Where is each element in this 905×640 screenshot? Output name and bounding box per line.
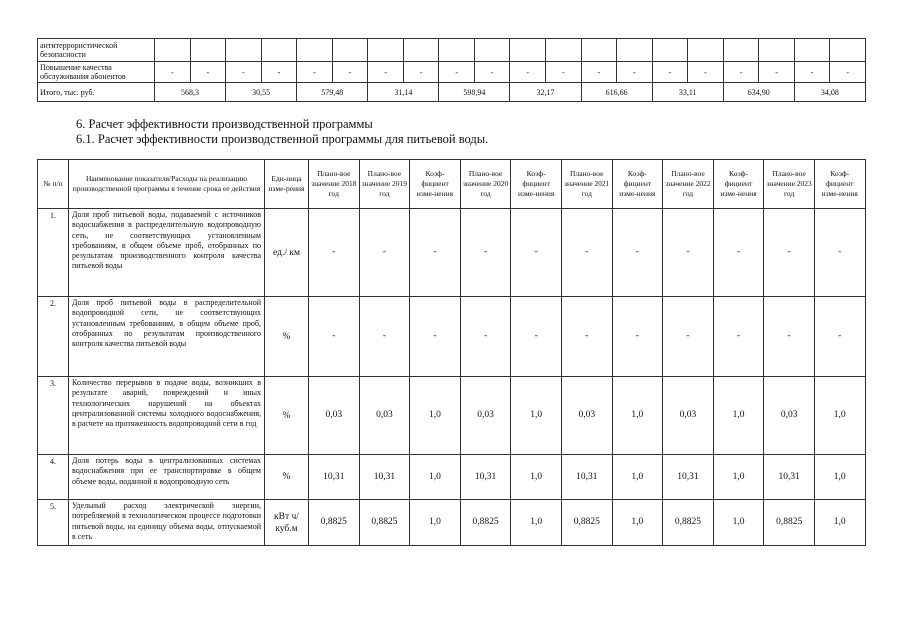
table-cell: 579,48 xyxy=(297,83,368,102)
table-cell: - xyxy=(617,62,653,83)
value-cell: - xyxy=(359,209,410,297)
value-cell: 1,0 xyxy=(612,500,663,546)
value-cell: - xyxy=(460,209,511,297)
table-cell: 32,17 xyxy=(510,83,581,102)
value-cell: 0,03 xyxy=(309,377,360,455)
table-cell: 598,94 xyxy=(439,83,510,102)
table-cell: 34,08 xyxy=(794,83,865,102)
table-cell: - xyxy=(226,62,262,83)
row-number: 3. xyxy=(38,377,69,455)
table-cell: - xyxy=(759,62,795,83)
column-header: Коэф-фициент изме-нения xyxy=(511,160,562,209)
table-cell: - xyxy=(510,62,546,83)
value-cell: 0,03 xyxy=(460,377,511,455)
table-cell: 30,55 xyxy=(226,83,297,102)
value-cell: 1,0 xyxy=(511,500,562,546)
table-cell xyxy=(155,39,191,62)
value-cell: 1,0 xyxy=(713,377,764,455)
value-cell: 0,03 xyxy=(764,377,815,455)
table-cell xyxy=(190,39,226,62)
table-cell xyxy=(439,39,475,62)
column-header: Коэф-фициент изме-нения xyxy=(814,160,865,209)
value-cell: 1,0 xyxy=(814,377,865,455)
value-cell: - xyxy=(663,297,714,377)
value-cell: 0,8825 xyxy=(561,500,612,546)
table-cell: - xyxy=(474,62,510,83)
table-row xyxy=(38,377,866,455)
value-cell: 1,0 xyxy=(511,377,562,455)
column-header: Плано-вое значение 2023 год xyxy=(764,160,815,209)
column-header: Наименование показателя/Расходы на реализацию производственной программы в течение срока ее действия xyxy=(69,160,265,209)
unit-cell: ед./ км xyxy=(265,209,309,297)
table-row xyxy=(38,39,866,62)
value-cell: 0,03 xyxy=(359,377,410,455)
table-cell: 33,11 xyxy=(652,83,723,102)
unit-cell: % xyxy=(265,297,309,377)
table-cell: - xyxy=(368,62,404,83)
unit-cell: кВт ч/куб.м xyxy=(265,500,309,546)
table-cell: - xyxy=(546,62,582,83)
table-cell xyxy=(794,39,830,62)
column-header: Еди-ница изме-рения xyxy=(265,160,309,209)
value-cell: 1,0 xyxy=(410,500,461,546)
value-cell: 0,03 xyxy=(561,377,612,455)
table-cell: - xyxy=(403,62,439,83)
row-label: антитеррористической безопасности xyxy=(38,39,155,62)
table-cell xyxy=(759,39,795,62)
unit-cell: % xyxy=(265,455,309,500)
table-cell xyxy=(226,39,262,62)
value-cell: 10,31 xyxy=(663,455,714,500)
table-cell xyxy=(474,39,510,62)
table-cell: - xyxy=(297,62,333,83)
value-cell: - xyxy=(410,297,461,377)
value-cell: 1,0 xyxy=(713,500,764,546)
value-cell: - xyxy=(764,209,815,297)
value-cell: - xyxy=(309,297,360,377)
table-cell: - xyxy=(830,62,866,83)
row-number: 2. xyxy=(38,297,69,377)
table-cell xyxy=(368,39,404,62)
table-row-total xyxy=(38,83,866,102)
indicator-name: Количество перерывов в подаче воды, возникших в результате аварий, повреждений и иных технологических нарушений на объектах централизованной системы холодного водоснабжения, в расчете на протяженность водопроводной сети в год xyxy=(69,377,265,455)
indicator-name: Доля проб питьевой воды, подаваемой с источников водоснабжения в распределительную водопроводную сеть, не соответствующих установленным требованиям, в общем объеме проб, отобранных по результатам производственного контроля качества питьевой воды xyxy=(69,209,265,297)
value-cell: 1,0 xyxy=(814,500,865,546)
table-cell: - xyxy=(439,62,475,83)
value-cell: 1,0 xyxy=(410,455,461,500)
value-cell: 10,31 xyxy=(359,455,410,500)
table-cell: - xyxy=(688,62,724,83)
value-cell: 0,03 xyxy=(663,377,714,455)
value-cell: - xyxy=(663,209,714,297)
row-number: 4. xyxy=(38,455,69,500)
value-cell: - xyxy=(713,209,764,297)
table-cell: 616,66 xyxy=(581,83,652,102)
table-cell xyxy=(723,39,759,62)
table-row xyxy=(38,500,866,546)
table-cell xyxy=(546,39,582,62)
table-row xyxy=(38,455,866,500)
value-cell: - xyxy=(460,297,511,377)
value-cell: - xyxy=(612,209,663,297)
value-cell: - xyxy=(713,297,764,377)
table-cell: - xyxy=(261,62,297,83)
value-cell: - xyxy=(309,209,360,297)
value-cell: - xyxy=(410,209,461,297)
value-cell: - xyxy=(561,297,612,377)
table-cell xyxy=(261,39,297,62)
value-cell: - xyxy=(511,297,562,377)
table-cell xyxy=(403,39,439,62)
value-cell: - xyxy=(814,297,865,377)
table-cell: - xyxy=(581,62,617,83)
table-cell xyxy=(617,39,653,62)
value-cell: - xyxy=(561,209,612,297)
table-cell xyxy=(652,39,688,62)
table-cell: - xyxy=(652,62,688,83)
value-cell: 1,0 xyxy=(612,377,663,455)
value-cell: 1,0 xyxy=(511,455,562,500)
table-cell: - xyxy=(190,62,226,83)
column-header: Плано-вое значение 2022 год xyxy=(663,160,714,209)
table-header-row xyxy=(38,160,866,209)
table-row xyxy=(38,62,866,83)
value-cell: - xyxy=(764,297,815,377)
column-header: № п/п xyxy=(38,160,69,209)
table-cell: - xyxy=(155,62,191,83)
efficiency-table xyxy=(37,159,866,546)
subsection-heading: 6.1. Расчет эффективности производственной программы для питьевой воды. xyxy=(76,132,489,146)
column-header: Коэф-фициент изме-нения xyxy=(713,160,764,209)
table-cell: 31,14 xyxy=(368,83,439,102)
table-cell: 634,90 xyxy=(723,83,794,102)
value-cell: - xyxy=(612,297,663,377)
indicator-name: Удельный расход электрической энергии, потребляемой в технологическом процессе подготовки питьевой воды, на единицу объема воды, отпускаемой в сеть xyxy=(69,500,265,546)
table-cell: - xyxy=(723,62,759,83)
value-cell: 0,8825 xyxy=(764,500,815,546)
column-header: Плано-вое значение 2020 год xyxy=(460,160,511,209)
column-header: Коэф-фициент изме-нения xyxy=(410,160,461,209)
table-row xyxy=(38,297,866,377)
value-cell: 10,31 xyxy=(460,455,511,500)
table-cell: 568,3 xyxy=(155,83,226,102)
value-cell: 0,8825 xyxy=(663,500,714,546)
table-cell xyxy=(830,39,866,62)
column-header: Плано-вое значение 2018 год xyxy=(309,160,360,209)
table-cell xyxy=(581,39,617,62)
column-header: Плано-вое значение 2021 год xyxy=(561,160,612,209)
value-cell: - xyxy=(511,209,562,297)
value-cell: 1,0 xyxy=(612,455,663,500)
column-header: Плано-вое значение 2019 год xyxy=(359,160,410,209)
value-cell: 10,31 xyxy=(561,455,612,500)
row-label: Повышение качества обслуживания абонентов xyxy=(38,62,155,83)
unit-cell: % xyxy=(265,377,309,455)
value-cell: 1,0 xyxy=(410,377,461,455)
row-number: 1. xyxy=(38,209,69,297)
table-cell xyxy=(510,39,546,62)
row-number: 5. xyxy=(38,500,69,546)
value-cell: 1,0 xyxy=(713,455,764,500)
value-cell: - xyxy=(814,209,865,297)
value-cell: 10,31 xyxy=(309,455,360,500)
value-cell: - xyxy=(359,297,410,377)
section-heading: 6. Расчет эффективности производственной программы xyxy=(76,117,373,131)
table-cell: - xyxy=(332,62,368,83)
indicator-name: Доля проб питьевой воды в распределительной водопроводной сети, не соответствующих установленным требованиям, в общем объеме проб, отобранных по результатам производственного контроля качества питьевой воды xyxy=(69,297,265,377)
indicator-name: Доля потерь воды в централизованных системах водоснабжения при ее транспортировке в общем объеме воды, поданной в водопроводную сеть xyxy=(69,455,265,500)
value-cell: 0,8825 xyxy=(460,500,511,546)
total-label: Итого, тыс. руб. xyxy=(38,83,155,102)
table-cell: - xyxy=(794,62,830,83)
summary-table-continuation xyxy=(37,38,866,102)
table-cell xyxy=(332,39,368,62)
column-header: Коэф-фициент изме-нения xyxy=(612,160,663,209)
value-cell: 0,8825 xyxy=(309,500,360,546)
value-cell: 0,8825 xyxy=(359,500,410,546)
table-row xyxy=(38,209,866,297)
value-cell: 10,31 xyxy=(764,455,815,500)
value-cell: 1,0 xyxy=(814,455,865,500)
table-cell xyxy=(688,39,724,62)
table-cell xyxy=(297,39,333,62)
